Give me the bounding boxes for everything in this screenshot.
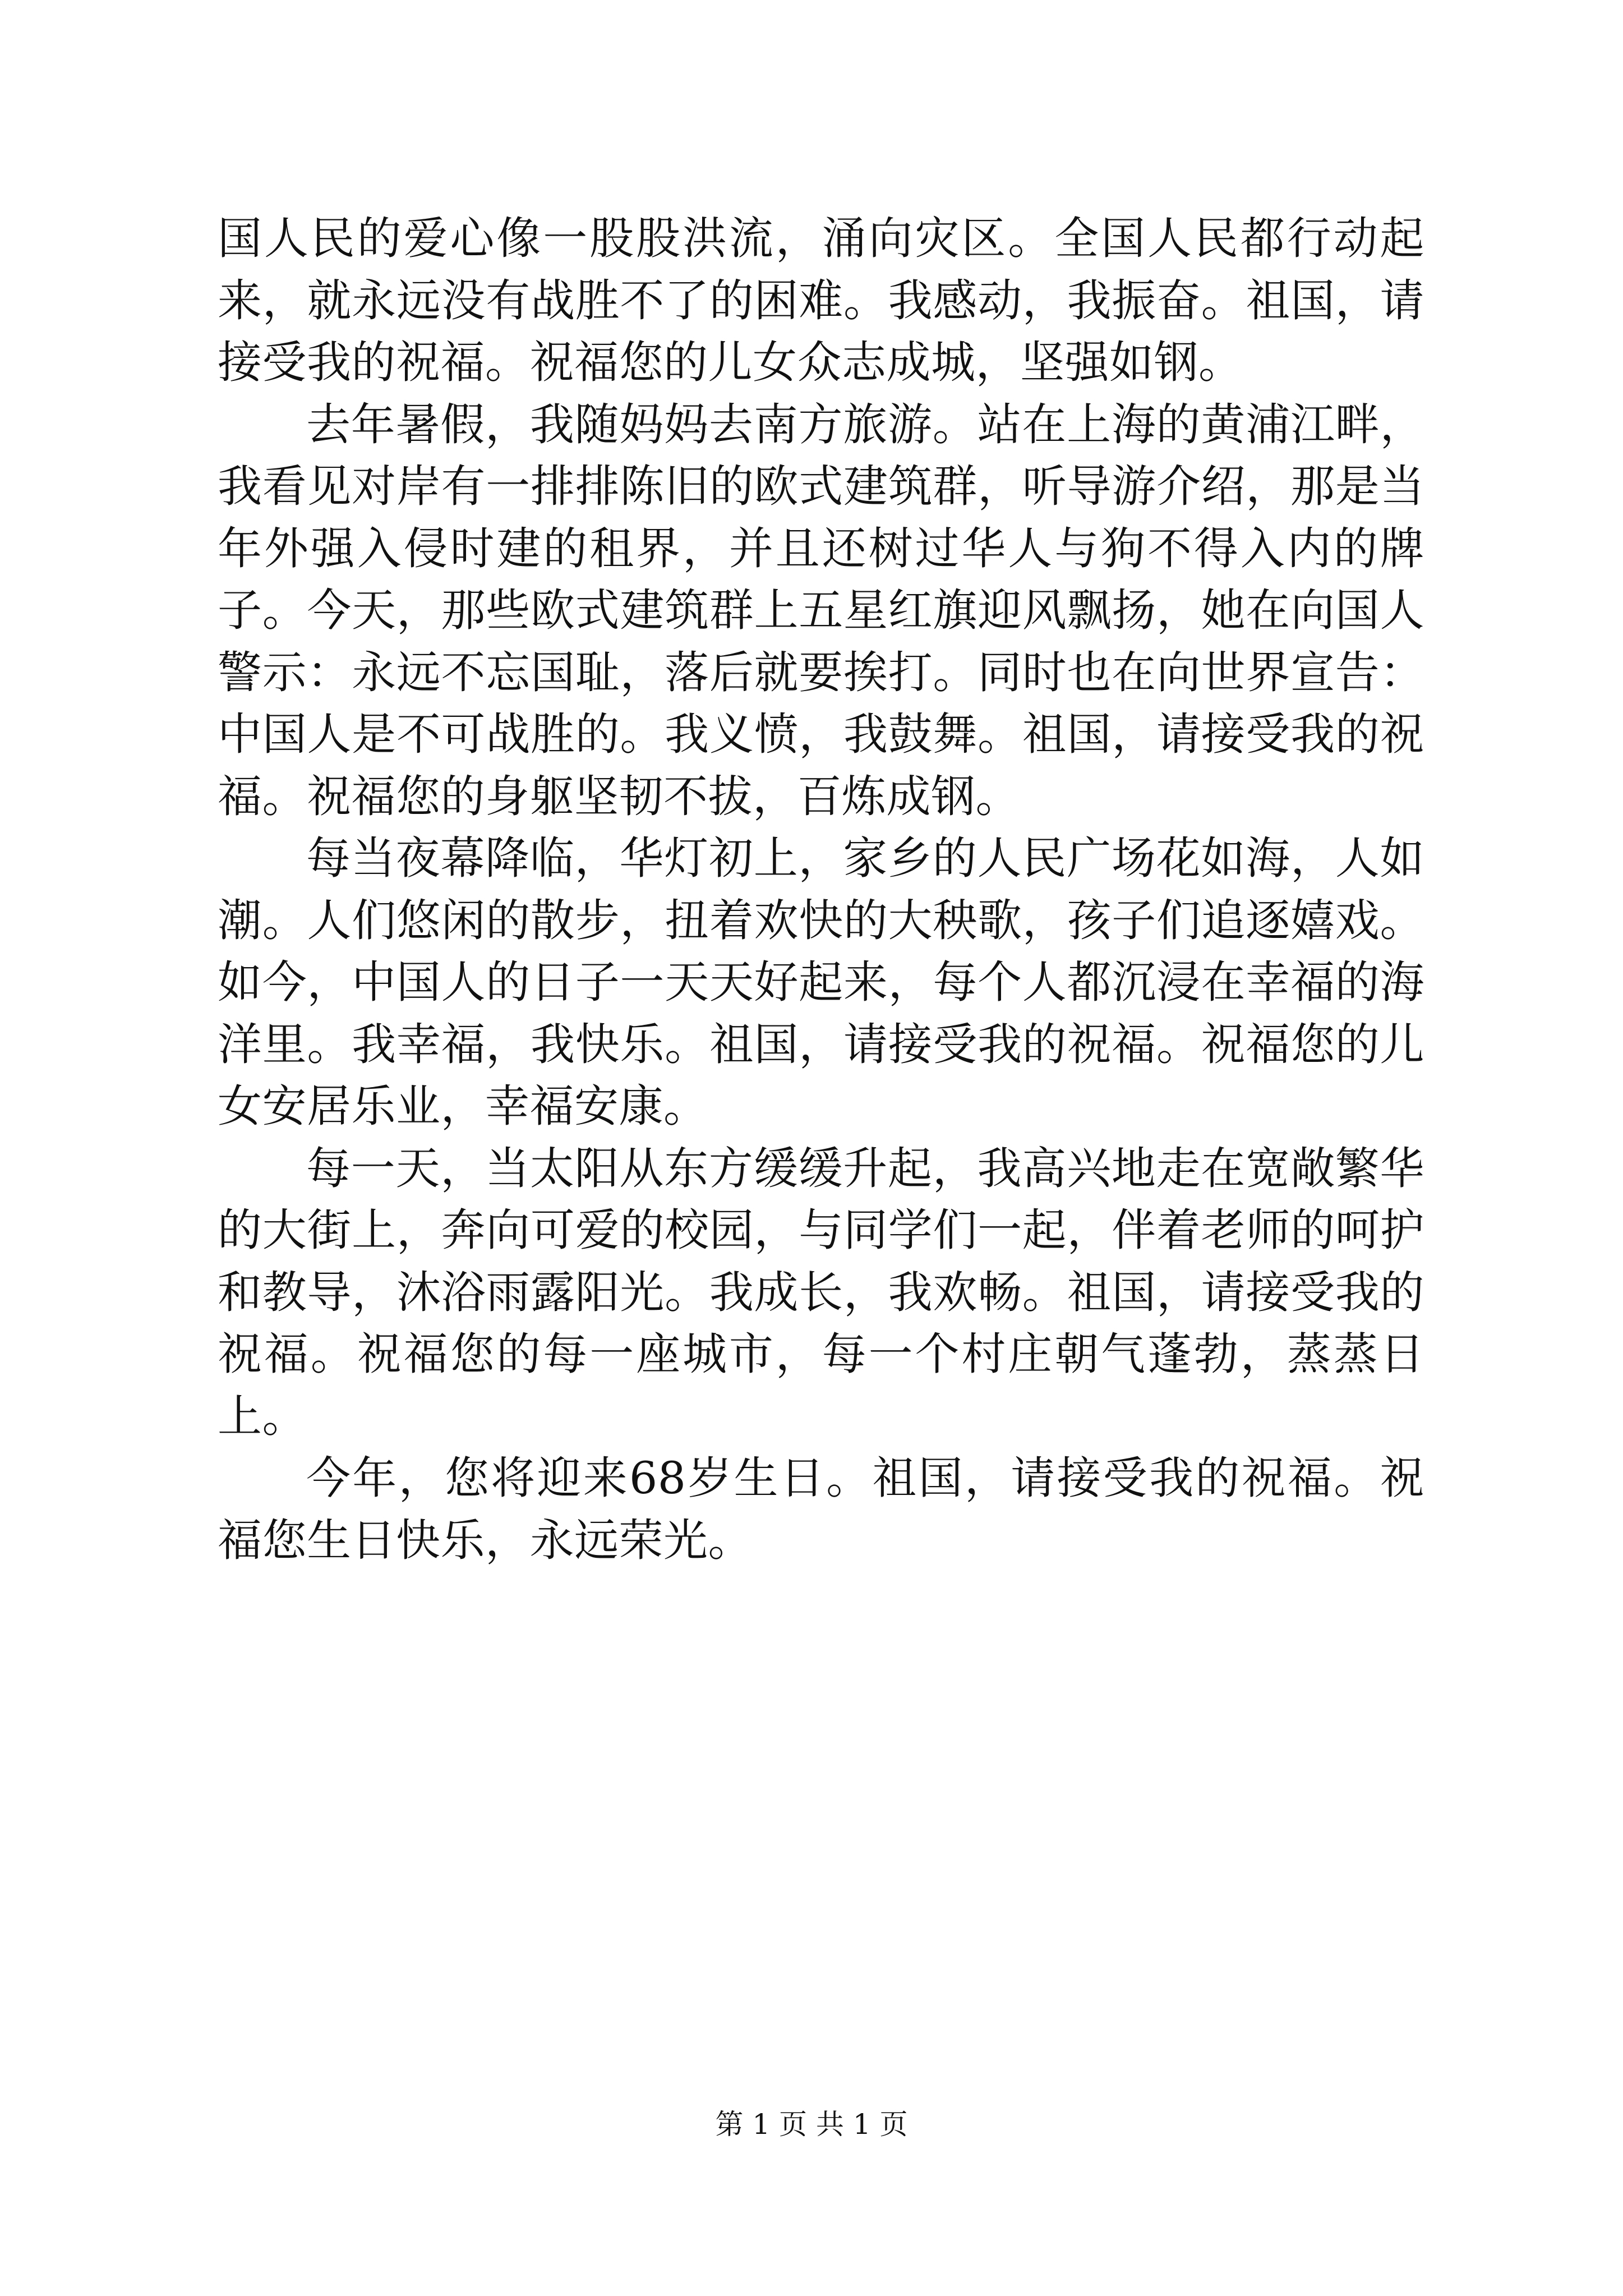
page-footer: 第 1 页 共 1 页 bbox=[715, 2108, 908, 2141]
paragraph-continuation: 国人民的爱心像一股股洪流，涌向灾区。全国人民都行动起来，就永远没有战胜不了的困难。我感动，我振奋。祖国，请接受我的祝福。祝福您的儿女众志成城，坚强如钢。 bbox=[218, 213, 1424, 388]
document-body bbox=[218, 208, 1424, 1902]
paragraph-school-day: 每一天，当太阳从东方缓缓升起，我高兴地走在宽敞繁华的大街上，奔向可爱的校园，与同学们一起，伴着老师的呵护和教导，沐浴雨露阳光。我成长，我欢畅。祖国，请接受我的祝福。祝福您的每一座城市，每一个村庄朝气蓬勃，蒸蒸日上。 bbox=[218, 1142, 1424, 1442]
paragraph-evening-square: 每当夜幕降临，华灯初上，家乡的人民广场花如海，人如潮。人们悠闲的散步，扭着欢快的大秧歌，孩子们追逐嬉戏。如今，中国人的日子一天天好起来，每个人都沉浸在幸福的海洋里。我幸福，我快乐。祖国，请接受我的祝福。祝福您的儿女安居乐业，幸福安康。 bbox=[218, 832, 1424, 1132]
paragraph-birthday: 今年，您将迎来68岁生日。祖国，请接受我的祝福。祝福您生日快乐，永远荣光。 bbox=[218, 1452, 1424, 1566]
paragraph-shanghai-trip: 去年暑假，我随妈妈去南方旅游。站在上海的黄浦江畔，我看见对岸有一排排陈旧的欧式建筑群，听导游介绍，那是当年外强入侵时建的租界，并且还树过华人与狗不得入内的牌子。今天，那些欧式建筑群上五星红旗迎风飘扬，她在向国人警示：永远不忘国耻，落后就要挨打。同时也在向世界宣告：中国人是不可战胜的。我义愤，我鼓舞。祖国，请接受我的祝福。祝福您的身躯坚韧不拔，百炼成钢。 bbox=[218, 398, 1424, 822]
